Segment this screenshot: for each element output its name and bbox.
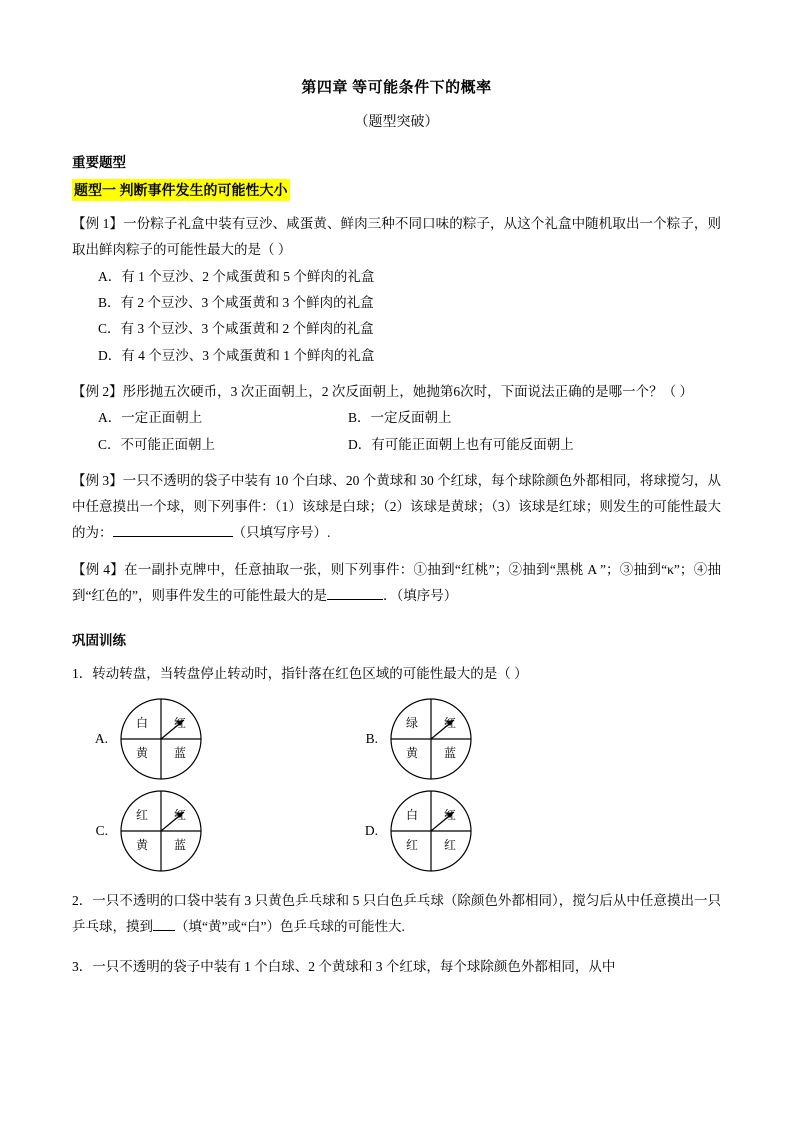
spinner-a-sector-top-left: 白 (135, 715, 148, 730)
practice-2 (72, 888, 721, 941)
spinner-option-c[interactable] (72, 788, 342, 874)
spinner-option-a-label: A. (94, 730, 108, 746)
example-2-choice-a: A．一定正面朝上 (98, 410, 203, 426)
spinner-a-sector-bottom-left: 黄 (135, 745, 148, 760)
spinner-option-d-label: D. (364, 822, 378, 838)
spinner-option-b-label: B. (365, 730, 378, 746)
spinner-option-d[interactable] (342, 788, 612, 874)
spinner-d-sector-top-right: 红 (443, 807, 456, 822)
example-2-text: 【例 2】彤彤抛五次硬币，3 次正面朝上，2 次反面朝上，她抛第6次时，下面说法正确的是哪一个？（ ） (72, 383, 693, 399)
spinner-b-sector-top-right: 红 (443, 715, 456, 730)
example-2-choice-c: C．不可能正面朝上 (98, 436, 216, 452)
spinner-option-b[interactable] (342, 696, 612, 782)
spinner-b[interactable] (388, 696, 474, 782)
section-heading-practice: 巩固训练 (72, 633, 126, 649)
spinner-d-sector-bottom-right: 红 (443, 837, 456, 852)
example-2-choice-row-2 (98, 432, 721, 458)
example-1-text: 【例 1】一份粽子礼盒中装有豆沙、咸蛋黄、鲜肉三种不同口味的粽子，从这个礼盒中随机取出一个粽子，则取出鲜肉粽子的可能性最大的是（ ） (72, 216, 721, 258)
spinner-b-sector-top-left: 绿 (405, 715, 418, 730)
spinner-d-sector-bottom-left: 红 (405, 837, 418, 852)
spinner-b-sector-bottom-right: 蓝 (443, 745, 456, 760)
spinner-b-sector-bottom-left: 黄 (405, 745, 418, 760)
spinner-d-sector-top-left: 白 (405, 807, 418, 822)
example-3-answer-blank[interactable] (113, 523, 233, 537)
section-heading-important: 重要题型 (72, 155, 126, 170)
spinner-option-a[interactable] (72, 696, 342, 782)
spinner-row-ab (72, 696, 721, 782)
spinner-row-cd (72, 788, 721, 874)
topic-heading-wrap (72, 171, 721, 201)
example-4-text-after: ．（填序号） (382, 588, 458, 604)
example-1-choice-c: C．有 3 个豆沙、3 个咸蛋黄和 2 个鲜肉的礼盒 (98, 321, 374, 337)
spinner-c-sector-bottom-right: 蓝 (173, 837, 186, 852)
spinner-d[interactable] (388, 788, 474, 874)
spinner-options-grid (72, 696, 721, 874)
example-1-choice-d: D．有 4 个豆沙、3 个咸蛋黄和 1 个鲜肉的礼盒 (98, 347, 375, 363)
page-subtitle: （题型突破） (354, 115, 439, 130)
example-4-answer-blank[interactable] (327, 586, 383, 600)
practice-2-text-after: （填“黄”或“白”）色乒乓球的可能性大. (175, 919, 405, 934)
practice-2-answer-blank[interactable] (153, 917, 175, 931)
spinner-c-sector-top-right: 红 (173, 807, 186, 822)
example-2-choice-b: B．一定反面朝上 (348, 410, 452, 426)
spinner-a-sector-bottom-right: 蓝 (173, 745, 186, 760)
spinner-a[interactable] (118, 696, 204, 782)
page-title: 第四章 等可能条件下的概率 (301, 80, 492, 96)
spinner-c[interactable] (118, 788, 204, 874)
example-2-choice-row-1 (98, 405, 721, 431)
spinner-option-c-label: C. (95, 822, 108, 838)
example-4 (72, 557, 721, 610)
spinner-c-sector-top-left: 红 (135, 807, 148, 822)
example-1-choice-a: A．有 1 个豆沙、2 个咸蛋黄和 5 个鲜肉的礼盒 (98, 268, 375, 284)
spinner-a-sector-top-right: 红 (173, 715, 186, 730)
example-4-text-before: 【例 4】在一副扑克牌中，任意抽取一张，则下列事件：①抽到“红桃”；②抽到“黑桃 A ”；③抽到“κ”；④抽到“红色的”，则事件发生的可能性最大的是 (72, 561, 721, 604)
practice-1-text: 1．转动转盘，当转盘停止转动时，指针落在红色区域的可能性最大的是（ ） (72, 666, 528, 682)
practice-2-text-before: 2．一只不透明的口袋中装有 3 只黄色乒乓球和 5 只白色乒乓球（除颜色外都相同），搅匀后从中任意摸出一只乒乓球，摸到 (72, 892, 721, 934)
example-3 (72, 468, 721, 547)
example-1-choice-b: B．有 2 个豆沙、3 个咸蛋黄和 3 个鲜肉的礼盒 (98, 294, 374, 310)
practice-3-text: 3．一只不透明的袋子中装有 1 个白球、2 个黄球和 3 个红球，每个球除颜色外都相同，从中 (72, 959, 616, 975)
spinner-c-sector-bottom-left: 黄 (135, 837, 148, 852)
example-3-text-after: （只填写序号）. (232, 525, 331, 541)
example-2-choice-d: D．有可能正面朝上也有可能反面朝上 (348, 436, 574, 452)
topic-heading: 题型一 判断事件发生的可能性大小 (72, 179, 290, 201)
example-3-text-before: 【例 3】一只不透明的袋子中装有 10 个白球、20 个黄球和 30 个红球，每个球除颜色外都相同，将球搅匀，从中任意摸出一个球，则下列事件：（1）该球是白球；（2）该球是黄球；（3）该球是红球；则发生的可能性最大的为： (72, 472, 721, 541)
